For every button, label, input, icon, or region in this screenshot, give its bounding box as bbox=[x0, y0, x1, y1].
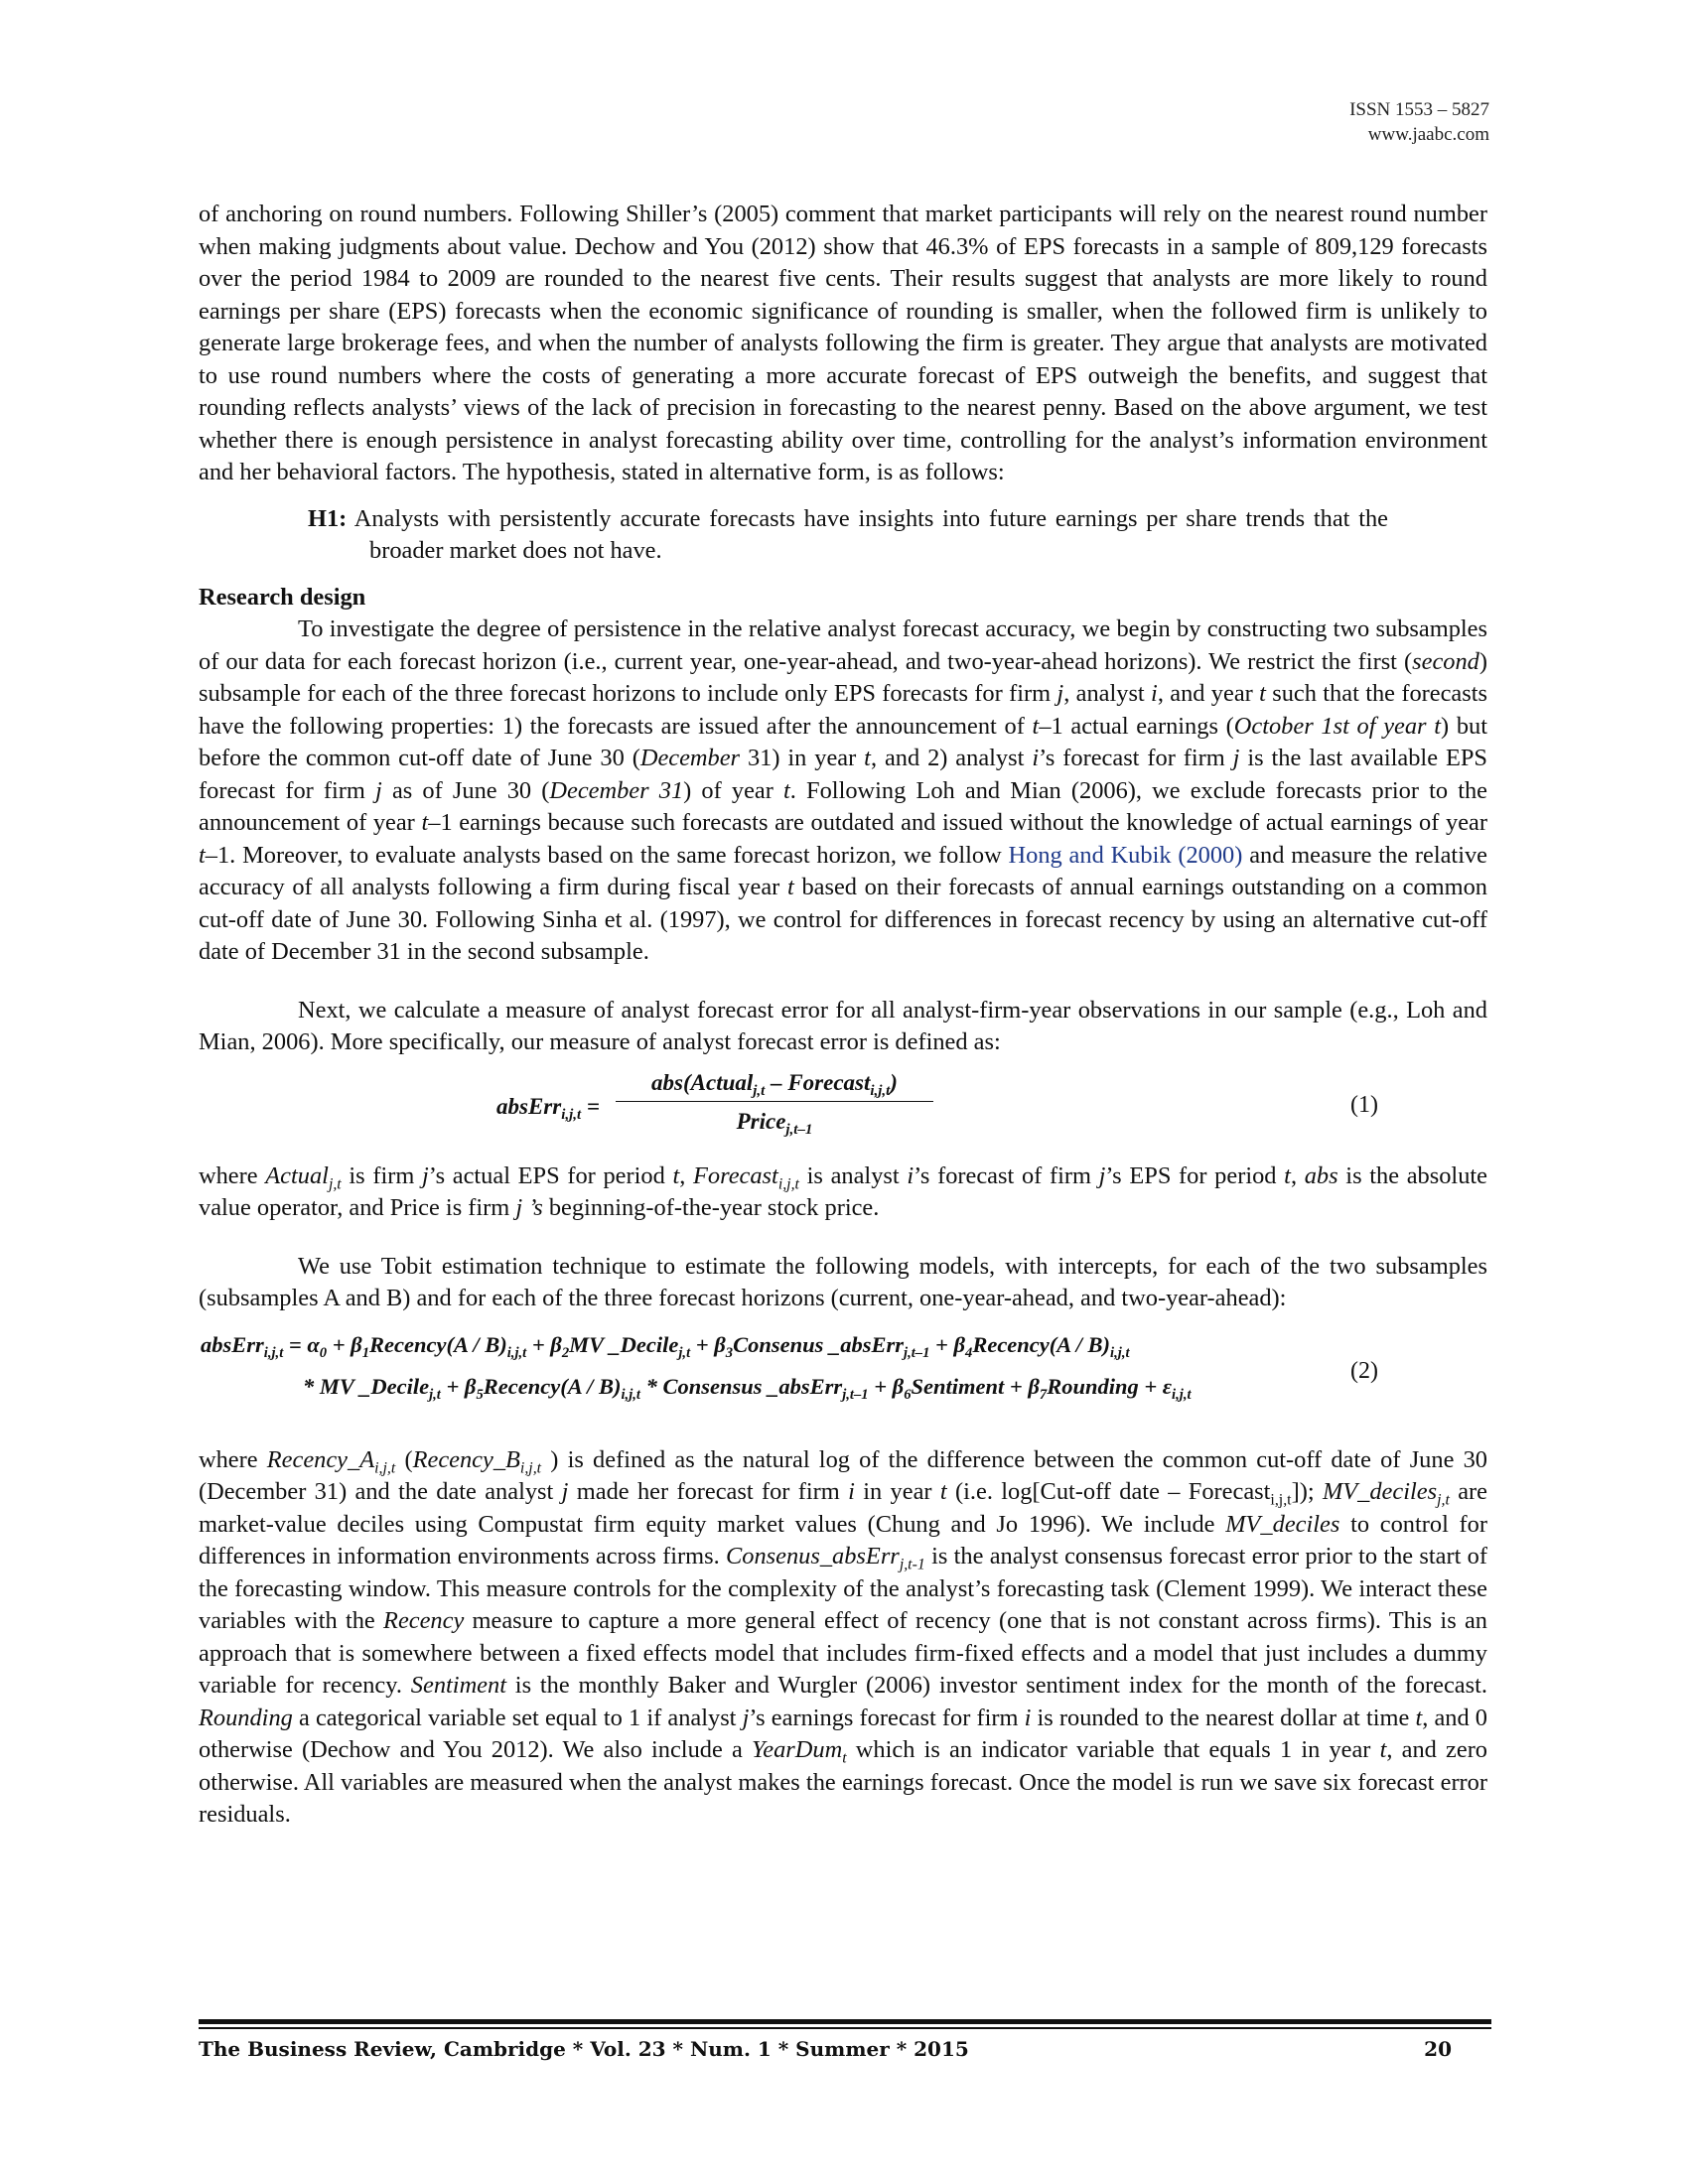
text-run: ]); bbox=[1291, 1478, 1323, 1505]
text-run: –1 earnings because such forecasts are outdated and issued without the knowledge of actual earnings of year bbox=[428, 809, 1487, 836]
text-run: is the monthly Baker and Wurgler (2006) investor sentiment index for the month of the forecast. bbox=[505, 1672, 1488, 1699]
text-run: where bbox=[199, 1161, 266, 1189]
text-run: To investigate the degree of persistence in the relative analyst forecast accuracy, we begin by constructing two subsamples of our data for each forecast horizon (i.e., current year, one-year-ahead, and two-year-ahead horizons). We restrict the first bbox=[199, 615, 1487, 675]
equation-1-numerator: abs(Actual$_{j,t}$ – Forecast$_{i,j,t}$) bbox=[616, 1067, 933, 1103]
equation-2 bbox=[199, 1325, 1487, 1419]
text-run: MV_deciles bbox=[1225, 1510, 1340, 1538]
text-run: , and zero otherwise. All variables are measured when the analyst makes the earnings forecast. Once the model is run we save six forecast error residuals. bbox=[199, 1736, 1488, 1828]
text-run: ) of year bbox=[683, 776, 784, 804]
text-run: are market-value deciles using Compustat firm equity market values (Chung and Jo 1996). We include bbox=[199, 1478, 1487, 1538]
paragraph-tobit: We use Tobit estimation technique to estimate the following models, with intercepts, for each of the two subsamples (subsamples A and B) and for each of the three forecast horizons (current, one-year-ahead, and two-year-ahead): bbox=[199, 1252, 1487, 1311]
text-run: abs bbox=[1304, 1161, 1338, 1189]
text-run: – Forecast bbox=[765, 1069, 871, 1095]
text-run: , bbox=[679, 1161, 694, 1189]
text-run: is the analyst consensus forecast error prior to the start of the forecasting window. This measure controls for the complexity of the analyst’s forecasting task (Clement 1999). We interact these variables with the bbox=[199, 1543, 1487, 1634]
text-run: such that the forecasts have the following properties: 1) the forecasts are issued after the announcement of bbox=[199, 680, 1487, 740]
text-run: Rounding bbox=[199, 1704, 293, 1731]
equation-1-denominator: Price$_{j,t-1}$ bbox=[736, 1109, 813, 1139]
text-run: ’s EPS for period bbox=[1105, 1161, 1285, 1189]
footer-line bbox=[199, 2035, 1491, 2065]
hypothesis-h1 bbox=[308, 503, 1388, 568]
text-run: beginning-of-the-year stock price. bbox=[542, 1194, 880, 1221]
issn-text: ISSN 1553 – 5827 bbox=[1349, 99, 1489, 120]
section-heading: Research design bbox=[199, 583, 366, 611]
page-footer bbox=[199, 2019, 1491, 2065]
text-run: –1 actual earnings ( bbox=[1039, 712, 1234, 740]
text-run: based on their forecasts of annual earnings outstanding on a common cut-off date of June 30. Following Sinha et al. (1997), we control for differences in forecast recency by using an alternative cut-off date of December 31 in the second subsample. bbox=[199, 874, 1487, 965]
footer-rule-thick bbox=[199, 2019, 1491, 2024]
footer-rule-thin bbox=[199, 2027, 1491, 2029]
page-header bbox=[1349, 97, 1489, 147]
text-run: Consenus_absErr bbox=[725, 1543, 900, 1570]
paragraph-forecast-error: Next, we calculate a measure of analyst forecast error for all analyst-firm-year observations in our sample (e.g., Loh and Mian, 2006). More specifically, our measure of analyst forecast error is defined as: bbox=[199, 996, 1487, 1055]
text-run: as of June 30 ( bbox=[381, 776, 550, 804]
text-run: measure to capture a more general effect of recency (one that is not constant across firms). This is an approach that is somewhere between a fixed effects model that includes firm-fixed effects and a model that just includes a dummy variable for recency. bbox=[199, 1607, 1487, 1699]
text-run: YearDum bbox=[751, 1736, 843, 1763]
text-run: in year bbox=[854, 1478, 940, 1505]
text-run: and measure the relative accuracy of all analysts following a firm during fiscal year bbox=[199, 841, 1487, 900]
text-run: ’s forecast of firm bbox=[914, 1161, 1099, 1189]
paragraph-research-design: To investigate the degree of persistence in the relative analyst forecast accuracy, we begin by constructing two subsamples of our data for each forecast horizon (i.e., current year, one-year-ahead, and two-year-ahead horizons). We restrict the first (second) subsample for each of the three forecast horizons to include only EPS forecasts for firm j, analyst i, and year t such that the forecasts have the following properties: 1) the forecasts are issued after the announcement of t–1 actual earnings (October 1st of year t) but before the common cut-off date of June 30 (December 31) in year t, and 2) analyst i’s forecast for firm j is the last available EPS forecast for firm j as of June 30 (December 31) of year t. Following Loh and Mian (2006), we exclude forecasts prior to the announcement of year t–1 earnings because such forecasts are outdated and issued without the knowledge of actual earnings of year t–1. Moreover, to evaluate analysts based on the same forecast horizon, we follow Hong and Kubik (2000) and measure the relative accuracy of all analysts following a firm during fiscal year t based on their forecasts of annual earnings outstanding on a common cut-off date of June 30. Following Sinha et al. (1997), we control for differences in forecast recency by using an alternative cut-off date of December 31 in the second subsample. bbox=[199, 615, 1487, 965]
text-run: subsample for each of the three forecast horizons to include only EPS forecasts for firm bbox=[199, 680, 1057, 707]
equation-2-line-2: * MV _Decile$_{j,t}$ + $\beta_5Recency(A / B)_{i,j,t}$ * Consensus _absErr$_{j,t-1}$ + $\beta_6Sentiment$ + $\beta_7Rounding + \varepsilon_{i,j,t}$ bbox=[303, 1373, 1192, 1403]
equation-1-number: (1) bbox=[1350, 1091, 1378, 1118]
text-run: Price bbox=[736, 1109, 786, 1134]
text-run: abs(Actual bbox=[651, 1069, 754, 1095]
text-run: October 1st of year t bbox=[1233, 712, 1442, 740]
page-number: 20 bbox=[1424, 2036, 1452, 2061]
text-run: Sentiment bbox=[410, 1672, 506, 1699]
text-run: where bbox=[199, 1445, 267, 1473]
equation-2-number: (2) bbox=[1350, 1357, 1378, 1384]
text-run: . Following Loh and Mian (2006), we exclude forecasts prior to the announcement of year bbox=[199, 776, 1487, 836]
text-run: ( bbox=[395, 1445, 413, 1473]
text-run: 31) in year bbox=[740, 745, 865, 771]
equation-1-lhs: absErr$_{i,j,t}$ = bbox=[496, 1093, 600, 1123]
equation-1 bbox=[199, 1067, 1487, 1153]
text-run: is the last available EPS forecast for firm bbox=[199, 745, 1487, 804]
text-run: Recency_B bbox=[412, 1445, 520, 1473]
text-run: to control for differences in information environments across firms. bbox=[199, 1510, 1487, 1570]
journal-citation: The Business Review, Cambridge * Vol. 23 * Num. 1 * Summer * 2015 bbox=[199, 2036, 969, 2061]
text-run: ) is defined as the natural log of the difference between the common cut-off date of June 30 (December 31) and the date analyst bbox=[199, 1445, 1487, 1505]
text-run: which is an indicator variable that equals 1 in year bbox=[846, 1736, 1380, 1763]
text-run: ’s actual EPS for period bbox=[428, 1161, 673, 1189]
paragraph-intro: of anchoring on round numbers. Following Shiller’s (2005) comment that market participants will rely on the nearest round number when making judgments about value. Dechow and You (2012) show that 46.3% of EPS forecasts in a sample of 809,129 forecasts over the period 1984 to 2009 are rounded to the nearest five cents. Their results suggest that analysts are more likely to round earnings per share (EPS) forecasts when the economic significance of rounding is smaller, when the followed firm is unlikely to generate large brokerage fees, and when the number of analysts following the firm is greater. They argue that analysts are motivated to use round numbers where the costs of generating a more accurate forecast of EPS outweigh the benefits, and suggest that rounding reflects analysts’ views of the lack of precision in forecasting to the nearest penny. Based on the above argument, we test whether there is enough persistence in analyst forecasting ability over time, controlling for the analyst’s information environment and her behavioral factors. The hypothesis, stated in alternative form, is as follows: bbox=[199, 201, 1487, 485]
page-body bbox=[199, 199, 1487, 1832]
text-run: MV_deciles bbox=[1322, 1478, 1438, 1505]
text-run: absErr bbox=[496, 1093, 562, 1119]
text-run: ’s forecast for firm bbox=[1039, 745, 1233, 771]
text-run: Recency bbox=[383, 1607, 465, 1634]
citation-link-hong-kubik[interactable]: Hong and Kubik (2000) bbox=[1008, 841, 1243, 869]
text-run: , and year bbox=[1157, 680, 1260, 707]
text-run: (i.e. log[Cut-off date – Forecast bbox=[946, 1478, 1271, 1505]
paragraph-variables: where $Recency\_A_{i,j,t}$ ($Recency\_B_{i,j,t}$ ) is defined as the natural log of the difference between the common cut-off date of June 30 (December 31) and the date analyst j made her forecast for firm i in year t (i.e. log[Cut-off date – Forecast$_{i,j,t}$]); MV_deciles$_{j,t}$ are market-value deciles using Compustat firm equity market values (Chung and Jo 1996). We include MV_deciles to control for differences in information environments across firms. Consenus_absErr$_{j,t-1}$ is the analyst consensus forecast error prior to the start of the forecasting window. This measure controls for the complexity of the analyst’s forecasting task (Clement 1999). We interact these variables with the Recency measure to capture a more general effect of recency (one that is not constant across firms). This is an approach that is somewhere between a fixed effects model that includes firm-fixed effects and a model that just includes a dummy variable for recency. Sentiment is the monthly Baker and Wurgler (2006) investor sentiment index for the month of the forecast. Rounding a categorical variable set equal to 1 if analyst j’s earnings forecast for firm i is rounded to the nearest dollar at time t, and 0 otherwise (Dechow and You 2012). We also include a YearDum$_t$ which is an indicator variable that equals 1 in year t, and zero otherwise. All variables are measured when the analyst makes the earnings forecast. Once the model is run we save six forecast error residuals. bbox=[199, 1445, 1488, 1828]
paragraph-definitions: where Actual$_{j,t}$ is firm j’s actual EPS for period t, Forecast$_{i,j,t}$ is analyst i’s forecast of firm j’s EPS for period t, abs is the absolute value operator, and Price is firm j ’s beginning-of-the-year stock price. bbox=[199, 1161, 1488, 1221]
text-run: December bbox=[639, 745, 741, 771]
equation-1-fraction bbox=[616, 1067, 933, 1139]
text-run: ’s earnings forecast for firm bbox=[749, 1704, 1025, 1731]
text-run: ) but before the common cut-off date of June 30 ( bbox=[199, 712, 1487, 771]
text-run: –1. Moreover, to evaluate analysts based on the same forecast horizon, we follow bbox=[205, 841, 1009, 869]
text-run: made her forecast for firm bbox=[568, 1478, 849, 1505]
equation-2-line-1: absErr$_{i,j,t}$ = $\alpha_0$ + $\beta_1Recency(A / B)_{i,j,t} + \beta_2MV$ _Decile$_{j,t}$ + $\beta_3Consenus$ _absErr$_{j,t-1}$ + $\beta_4Recency(A / B)_{i,j,t}$ bbox=[201, 1331, 1130, 1361]
text-run: , and 0 otherwise (Dechow and You 2012). We also include a bbox=[199, 1704, 1487, 1763]
hypothesis-text: Analysts with persistently accurate forecasts have insights into future earnings per share trends that the broader market does not have. bbox=[353, 504, 1388, 564]
text-run: , and 2) analyst bbox=[870, 745, 1033, 771]
text-run: , analyst bbox=[1063, 680, 1152, 707]
text-run: Recency_A bbox=[266, 1445, 375, 1473]
text-run: is rounded to the nearest dollar at time bbox=[1031, 1704, 1416, 1731]
text-run: a categorical variable set equal to 1 if analyst bbox=[292, 1704, 743, 1731]
text-run: , bbox=[1290, 1161, 1305, 1189]
text-run: is firm bbox=[341, 1161, 423, 1189]
journal-url: www.jaabc.com bbox=[1367, 124, 1489, 145]
text-run: December 31 bbox=[549, 776, 684, 804]
text-run: is the absolute value operator, and Price is firm bbox=[199, 1161, 1488, 1221]
text-run: second bbox=[1412, 647, 1479, 675]
hypothesis-label: H1: bbox=[308, 504, 348, 532]
text-run: is analyst bbox=[798, 1161, 908, 1189]
